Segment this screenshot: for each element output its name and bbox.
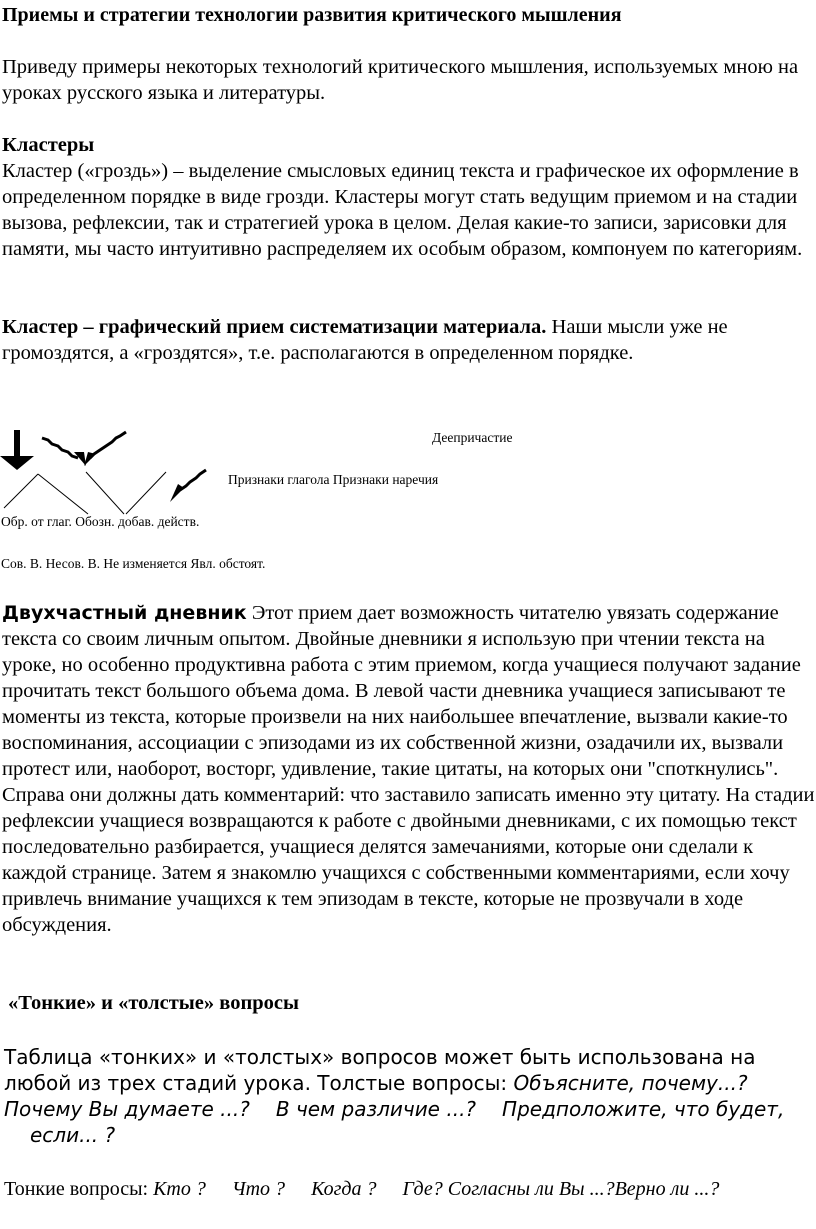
thin-question-4: Где? Согласны ли Вы ...?Верно ли ...? [402, 1178, 720, 1200]
down-left-arrow-icon [170, 470, 206, 502]
down-arrow-icon [0, 430, 34, 470]
diary-paragraph [2, 600, 816, 938]
cluster-definition-bold: Кластер – графический прием систематизации материала. [2, 316, 547, 338]
questions-heading: «Тонкие» и «толстые» вопросы [8, 992, 300, 1014]
diagram-label-row1: Обр. от глаг. Обозн. добав. действ. [1, 514, 200, 529]
diagram-label-participle: Деепричастие [432, 430, 513, 445]
thick-question-4: Предположите, что будет, [502, 1097, 785, 1121]
page-title: Приемы и стратегии технологии развития критического мышления [2, 4, 622, 26]
thin-question-3: Когда ? [311, 1178, 377, 1200]
cluster-definition-paragraph [2, 314, 816, 366]
diagram-label-signs: Признаки глагола Признаки наречия [228, 472, 439, 487]
cluster-lines [4, 472, 166, 514]
diary-text: Этот прием дает возможность читателю увязать содержание текста со своим личным опытом. Двойные дневники я использую при чтении текста на уроке, но особенно продуктивна работа с этим приемом, когда учащиеся получают задание прочитать текст большого объема дома. В левой части дневника учащиеся записывают те моменты из текста, которые произвели на них наибольшее впечатление, вызвали какие-то воспоминания, ассоциации с эпизодами из их собственной жизни, озадачили их, вызвали протест или, наоборот, восторг, удивление, такие цитаты, на которых они "споткнулись". Справа они должны дать комментарий: что заставило записать именно эту цитату. На стадии рефлексии учащиеся возвращаются к работе с двойными дневниками, с их помощью текст последовательно разбирается, учащиеся делятся замечаниями, которые они сделали к каждой странице. Затем я знакомлю учащихся с собственными комментариями, если хочу привлечь внимание учащихся к тем эпизодам в тексте, которые не прозвучали в ходе обсуждения. [2, 602, 815, 936]
thin-question-2: Что ? [231, 1178, 286, 1200]
diagram-label-row2: Сов. В. Несов. В. Не изменяется Явл. обстоят. [1, 556, 266, 571]
diary-heading: Двухчастный дневник [2, 602, 247, 624]
thick-question-2: Почему Вы думаете ...? [4, 1097, 250, 1121]
thin-questions-label: Тонкие вопросы: [4, 1178, 154, 1200]
cluster-diagram [0, 418, 816, 588]
thick-question-1: Объясните, почему...? [513, 1071, 748, 1095]
cluster-heading: Кластеры [2, 134, 95, 156]
thin-question-1: Кто ? [153, 1178, 206, 1200]
questions-intro: Таблица «тонких» и «толстых» вопросов может быть использована на любой из трех стадий урока. Толстые вопросы: [4, 1045, 756, 1095]
intro-paragraph: Приведу примеры некоторых технологий критического мышления, используемых мною на уроках русского языка и литературы. [2, 56, 799, 104]
thick-question-5: если... ? [30, 1123, 116, 1147]
cluster-definition-rest: Наши мысли уже не громоздятся, а «гроздятся», т.е. располагаются в определенном порядке. [2, 316, 728, 364]
questions-paragraph [4, 1044, 804, 1148]
thick-question-3: В чем различие ...? [275, 1097, 477, 1121]
cluster-paragraph: Кластер («гроздь») – выделение смысловых единиц текста и графическое их оформление в определенном порядке в виде грозди. Кластеры могут стать ведущим приемом и на стадии вызова, рефлексии, так и стратегией урока в целом. Делая какие-то записи, зарисовки для памяти, мы часто интуитивно распределяем их особым образом, компонуем по категориям. [2, 160, 803, 260]
thin-questions-line [4, 1176, 816, 1202]
